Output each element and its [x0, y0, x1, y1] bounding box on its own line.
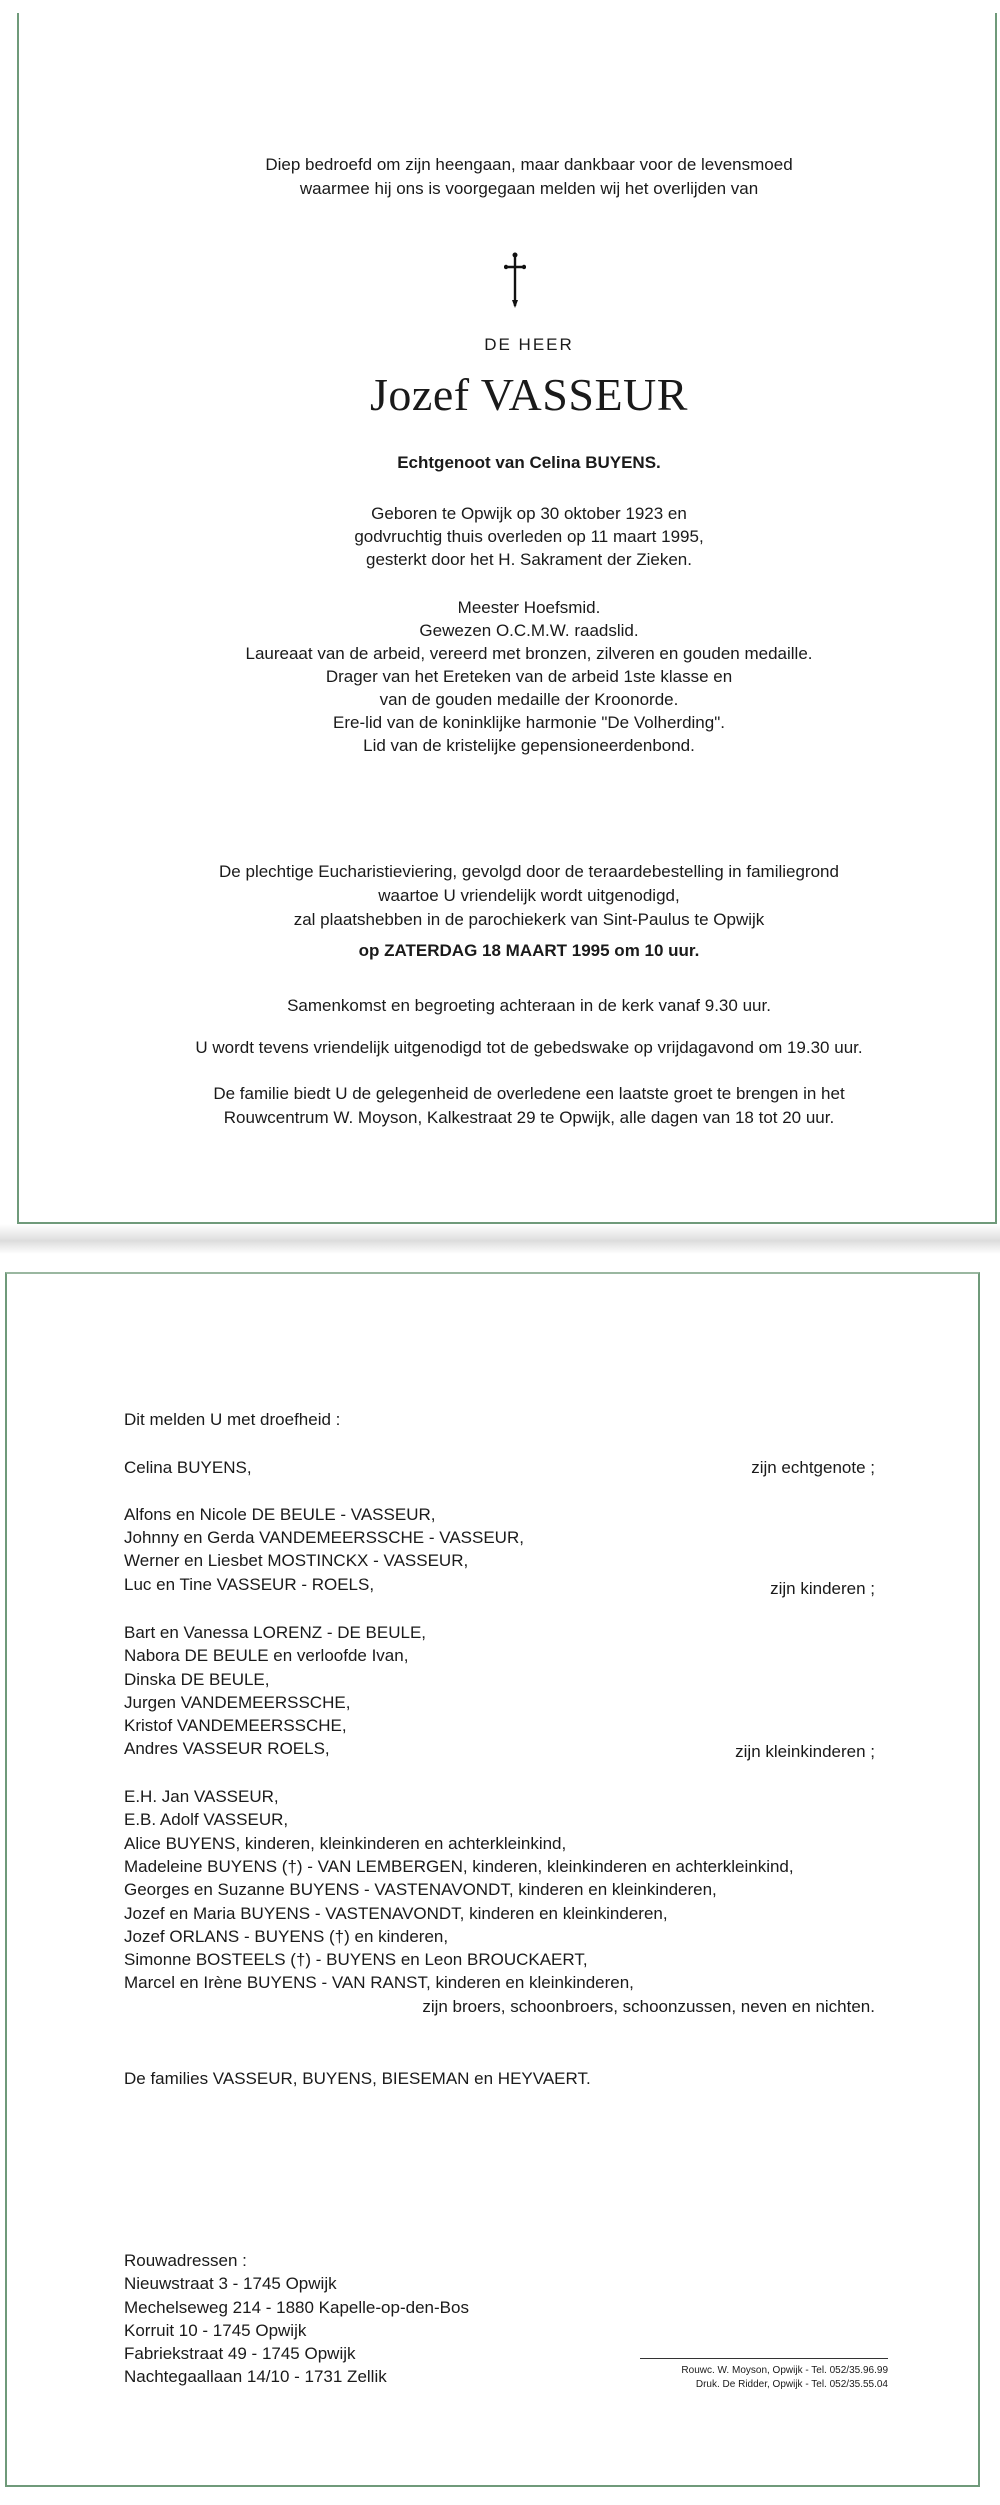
- sibling-line: Georges en Suzanne BUYENS - VASTENAVONDT, kinderen en kleinkinderen,: [124, 1880, 717, 1899]
- honor-line: Meester Hoefsmid.: [457, 598, 601, 617]
- sibling-line: Simonne BOSTEELS (†) - BUYENS en Leon BROUCKAERT,: [124, 1950, 588, 1969]
- grandchild-line: Nabora DE BEULE en verloofde Ivan,: [124, 1646, 409, 1665]
- honor-line: van de gouden medaille der Kroonorde.: [379, 690, 679, 709]
- families-line: De families VASSEUR, BUYENS, BIESEMAN en HEYVAERT.: [124, 2069, 591, 2088]
- opening-line: Dit melden U met droefheid :: [124, 1410, 341, 1429]
- grandchild-line: Andres VASSEUR ROELS,: [124, 1739, 330, 1758]
- siblings-relation: zijn broers, schoonbroers, schoonzussen, neven en nichten.: [422, 1997, 875, 2016]
- service-line-3: zal plaatshebben in de parochiekerk van Sint-Paulus te Opwijk: [293, 910, 765, 929]
- address-line: Nieuwstraat 3 - 1745 Opwijk: [124, 2274, 337, 2293]
- spouse-name: Celina BUYENS,: [124, 1458, 252, 1477]
- sibling-line: Marcel en Irène BUYENS - VAN RANST, kinderen en kleinkinderen,: [124, 1973, 634, 1992]
- card-front: [0, 0, 1000, 1230]
- honor-line: Ere-lid van de koninklijke harmonie "De Volherding".: [333, 713, 725, 732]
- grandchild-line: Kristof VANDEMEERSSCHE,: [124, 1716, 347, 1735]
- printer-line: Druk. De Ridder, Opwijk - Tel. 052/35.55.04: [695, 2379, 888, 2390]
- birth-line-3: gesterkt door het H. Sakrament der Zieken.: [366, 550, 692, 569]
- grandchild-line: Dinska DE BEULE,: [124, 1670, 270, 1689]
- honor-line: Gewezen O.C.M.W. raadslid.: [419, 621, 639, 640]
- sibling-line: Jozef ORLANS - BUYENS (†) en kinderen,: [124, 1927, 449, 1946]
- printer-line: Rouwc. W. Moyson, Opwijk - Tel. 052/35.96.99: [681, 2365, 888, 2376]
- intro-line-2: waarmee hij ons is voorgegaan melden wij het overlijden van: [299, 179, 759, 198]
- title-de-heer: DE HEER: [484, 335, 574, 354]
- cross-icon: [504, 252, 526, 308]
- grandchildren-relation: zijn kleinkinderen ;: [735, 1742, 875, 1761]
- farewell-line-1: De familie biedt U de gelegenheid de overledene een laatste groet te brengen in het: [213, 1084, 845, 1103]
- sibling-line: E.H. Jan VASSEUR,: [124, 1787, 279, 1806]
- honor-line: Laureaat van de arbeid, vereerd met bronzen, zilveren en gouden medaille.: [245, 644, 813, 663]
- address-line: Nachtegaallaan 14/10 - 1731 Zellik: [124, 2367, 387, 2386]
- honor-line: Drager van het Ereteken van de arbeid 1ste klasse en: [325, 667, 733, 686]
- vigil-line: U wordt tevens vriendelijk uitgenodigd tot de gebedswake op vrijdagavond om 19.30 uur.: [195, 1038, 863, 1057]
- sibling-line: E.B. Adolf VASSEUR,: [124, 1810, 289, 1829]
- farewell-line-2: Rouwcentrum W. Moyson, Kalkestraat 29 te Opwijk, alle dagen van 18 tot 20 uur.: [223, 1108, 835, 1127]
- printer-rule: [640, 2358, 888, 2359]
- sibling-line: Alice BUYENS, kinderen, kleinkinderen en achterkleinkind,: [124, 1834, 567, 1853]
- addresses-label: Rouwadressen :: [124, 2251, 247, 2270]
- birth-line-1: Geboren te Opwijk op 30 oktober 1923 en: [371, 504, 687, 523]
- birth-line-2: godvruchtig thuis overleden op 11 maart 1995,: [354, 527, 704, 546]
- last-name: VASSEUR: [480, 369, 688, 420]
- children-relation: zijn kinderen ;: [770, 1579, 875, 1598]
- sibling-line: Madeleine BUYENS (†) - VAN LEMBERGEN, kinderen, kleinkinderen en achterkleinkind,: [124, 1857, 794, 1876]
- grandchild-line: Jurgen VANDEMEERSSCHE,: [124, 1693, 351, 1712]
- child-line: Johnny en Gerda VANDEMEERSSCHE - VASSEUR,: [124, 1528, 524, 1547]
- honor-line: Lid van de kristelijke gepensioneerdenbond.: [363, 736, 695, 755]
- spouse-relation: zijn echtgenote ;: [751, 1458, 875, 1477]
- spouse-line: Echtgenoot van Celina BUYENS.: [397, 453, 661, 472]
- deceased-name: [0, 368, 1000, 422]
- child-line: Luc en Tine VASSEUR - ROELS,: [124, 1575, 375, 1594]
- gathering-line: Samenkomst en begroeting achteraan in de kerk vanaf 9.30 uur.: [287, 996, 771, 1015]
- address-line: Fabriekstraat 49 - 1745 Opwijk: [124, 2344, 356, 2363]
- service-line-2: waartoe U vriendelijk wordt uitgenodigd,: [378, 886, 680, 905]
- child-line: Werner en Liesbet MOSTINCKX - VASSEUR,: [124, 1551, 469, 1570]
- service-line-1: De plechtige Eucharistieviering, gevolgd door de teraardebestelling in familiegrond: [219, 862, 839, 881]
- address-line: Mechelseweg 214 - 1880 Kapelle-op-den-Bos: [124, 2298, 469, 2317]
- grandchild-line: Bart en Vanessa LORENZ - DE BEULE,: [124, 1623, 427, 1642]
- intro-line-1: Diep bedroefd om zijn heengaan, maar dankbaar voor de levensmoed: [265, 155, 793, 174]
- page-divider: [0, 1224, 1000, 1254]
- sibling-line: Jozef en Maria BUYENS - VASTENAVONDT, kinderen en kleinkinderen,: [124, 1904, 668, 1923]
- child-line: Alfons en Nicole DE BEULE - VASSEUR,: [124, 1505, 436, 1524]
- service-date: op ZATERDAG 18 MAART 1995 om 10 uur.: [358, 941, 700, 960]
- address-line: Korruit 10 - 1745 Opwijk: [124, 2321, 307, 2340]
- first-name: Jozef: [370, 369, 470, 420]
